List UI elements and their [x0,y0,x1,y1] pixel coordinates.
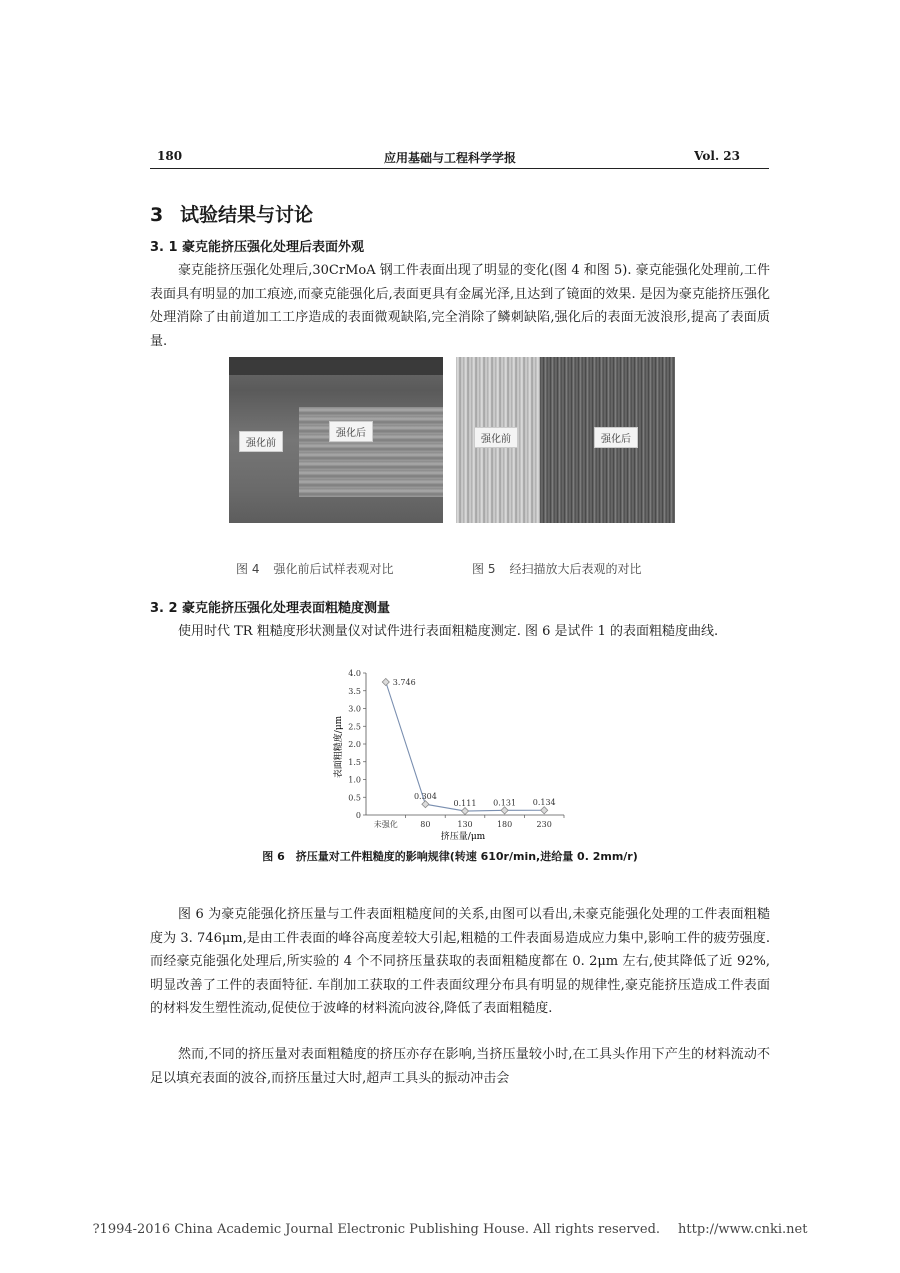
y-tick-label: 2.0 [348,740,361,749]
y-tick-label: 4.0 [348,669,361,678]
data-label: 0.111 [453,799,477,809]
x-tick-label: 130 [457,820,473,829]
y-tick-label: 2.5 [348,722,361,732]
x-tick-label: 80 [420,820,431,829]
y-tick-label: 0 [355,811,361,820]
data-point [501,807,508,814]
figure4-caption-label: 图 4 [236,562,260,576]
paragraph-continuation: 然而,不同的挤压量对表面粗糙度的挤压亦存在影响,当挤压量较小时,在工具头作用下产生的材料流动不足以填充表面的波谷,而挤压量过大时,超声工具头的振动冲击会 [150,1047,770,1086]
data-label: 3.746 [392,678,416,688]
data-point [422,801,429,808]
y-tick-label: 1.0 [348,775,361,785]
section-number: 3 [150,204,164,226]
subsection-number: 3. 1 [150,240,178,255]
subsection-heading-2 [150,597,390,616]
paragraph-analysis: 图 6 为豪克能强化挤压量与工件表面粗糙度间的关系,由图可以看出,未豪克能强化处理的工件表面粗糙度为 3. 746μm,是由工件表面的峰谷高度差较大引起,粗糙的工件表面易造成应力集中,影响工件的疲劳强度. 而经豪克能强化处理后,所实验的 4 个不同挤压量获取的表面粗糙度都在 0. 2μm 左右,使其降低了近 92%,明显改善了工件的表面特征. 车削加工获取的工件表面纹理分布具有明显的规律性,豪克能挤压造成工件表面的材料发生塑性流动,促使位于波峰的材料流向波谷,降低了表面粗糙度. [150,907,770,1016]
section-heading [150,200,313,227]
chart-data-labels [393,678,556,808]
chart-x-ticks [374,815,564,829]
figure5-photo [456,357,675,523]
chart-series-line [386,682,544,811]
figure4-photo [229,357,443,523]
figure5-label-after: 强化后 [594,427,638,448]
figure4-caption [236,560,393,577]
data-label: 0.131 [493,798,517,808]
figure5-caption-text: 经扫描放大后表观的对比 [509,562,642,576]
data-label: 0.134 [532,798,556,808]
data-point [382,678,389,685]
figure4-caption-text: 强化前后试样表观对比 [273,562,394,576]
figure6-caption: 图 6 挤压量对工件粗糙度的影响规律(转速 610r/min,进给量 0. 2mm/r) [262,850,638,863]
page-footer [0,1222,900,1237]
figure4-label-before: 强化前 [239,431,283,452]
subsection-heading-1 [150,236,364,255]
volume-number: Vol. 23 [694,149,740,163]
page-number: 180 [157,149,183,163]
x-tick-label: 230 [536,820,552,829]
subsection-title: 豪克能挤压强化处理后表面外观 [182,240,365,255]
section-title: 试验结果与讨论 [180,204,314,226]
figure4-label-after: 强化后 [329,421,373,442]
figure6-roughness-chart [330,665,570,845]
chart-y-ticks [348,669,366,820]
subsection-number: 3. 2 [150,601,178,616]
x-tick-label: 180 [496,820,513,829]
cnki-url: http://www.cnki.net [678,1222,808,1237]
data-point [461,808,468,815]
paragraph-surface-appearance: 豪克能挤压强化处理后,30CrMoA 钢工件表面出现了明显的变化(图 4 和图 5). 豪克能强化处理前,工件表面具有明显的加工痕迹,而豪克能强化后,表面更具有金属光泽,且达到了镜面的效果. 是因为豪克能挤压强化处理消除了由前道加工工序造成的表面微观缺陷,完全消除了鳞刺缺陷,强化后的表面无波浪形,提高了表面质量. [150,263,770,349]
data-label: 0.304 [413,792,437,802]
paragraph-roughness-measurement: 使用时代 TR 粗糙度形状测量仪对试件进行表面粗糙度测定. 图 6 是试件 1 的表面粗糙度曲线. [178,624,719,639]
figure5-caption-label: 图 5 [472,562,496,576]
figure5-label-before: 强化前 [474,427,518,448]
chart-axes [366,673,564,815]
y-tick-label: 3.5 [348,686,361,696]
chart-y-axis-label: 表面粗糙度/μm [334,715,344,779]
photo-shadow [229,357,443,375]
y-tick-label: 0.5 [348,793,361,803]
header-rule [150,168,769,169]
y-tick-label: 3.0 [348,704,361,714]
subsection-title: 豪克能挤压强化处理表面粗糙度测量 [182,601,391,616]
copyright-notice: ?1994-2016 China Academic Journal Electronic Publishing House. All rights reserved. [92,1222,661,1237]
x-tick-label: 未强化 [373,820,398,829]
figure5-caption [472,560,641,577]
y-tick-label: 1.5 [348,757,361,767]
data-point [541,807,548,814]
journal-title: 应用基础与工程科学学报 [383,151,516,165]
chart-x-axis-label: 挤压量/μm [440,832,486,842]
